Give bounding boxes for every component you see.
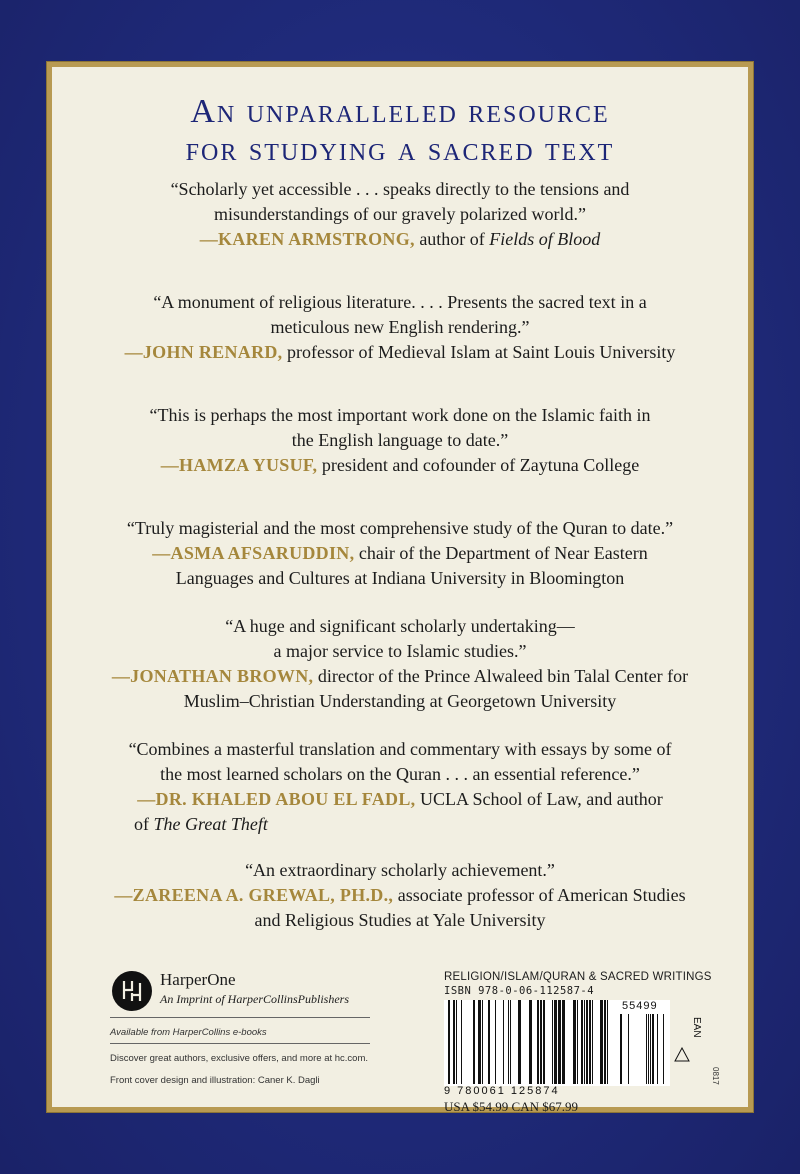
discover-note: Discover great authors, exclusive offers, and more at hc.com. (110, 1053, 369, 1064)
addon-bar (646, 1014, 647, 1084)
blurb-author-desc: president and cofounder of Zaytuna College (317, 455, 640, 475)
barcode-bar (529, 1000, 532, 1084)
blurb-abou-el-fadl (82, 737, 718, 837)
blurb-attribution (82, 787, 718, 812)
blurb-author-desc: chair of the Department of Near Eastern (354, 543, 648, 563)
barcode-bar (508, 1000, 509, 1084)
blurb-brown (82, 614, 718, 714)
isbn-number: ISBN 978-0-06-112587-4 (444, 985, 595, 997)
divider (110, 1017, 370, 1018)
isbn-barcode (444, 1000, 670, 1086)
blurb-author-desc-line2 (82, 812, 718, 837)
blurb-attribution (82, 340, 718, 365)
heading-line-1: An unparalleled resource (190, 93, 610, 130)
blurb-yusuf (82, 403, 718, 478)
barcode-bar (453, 1000, 455, 1084)
price-text: USA $54.99 CAN $67.99 (444, 1099, 578, 1114)
blurb-attribution (82, 453, 718, 478)
addon-bar (620, 1014, 622, 1084)
barcode-bar (586, 1000, 588, 1084)
barcode-bar (461, 1000, 462, 1084)
blurb-renard (82, 290, 718, 365)
blurb-text-line: the English language to date.” (291, 430, 509, 450)
blurb-author-desc-line2: and Religious Studies at Yale University (254, 910, 546, 930)
blurb-author-desc: associate professor of American Studies (393, 885, 686, 905)
blurb-attribution (82, 883, 718, 908)
barcode-bar (478, 1000, 481, 1084)
bisac-category: RELIGION/ISLAM/QURAN & SACRED WRITINGS (444, 971, 712, 983)
blurb-author-desc: professor of Medieval Islam at Saint Louis University (282, 342, 676, 362)
blurb-attribution (82, 664, 718, 689)
blurb-attribution (82, 541, 718, 566)
blurb-armstrong (82, 177, 718, 252)
ean-label: EAN (691, 1017, 702, 1038)
barcode-bar (558, 1000, 561, 1084)
barcode-bar (592, 1000, 593, 1084)
blurb-author-desc: director of the Prince Alwaleed bin Talal Center for (313, 666, 689, 686)
cover-footer (52, 947, 748, 1114)
blurb-author-name: —ZAREENA A. GREWAL, PH.D., (114, 885, 394, 905)
blurb-text-line: “Scholarly yet accessible . . . speaks directly to the tensions and (170, 179, 630, 199)
heading-line-2: for studying a sacred text (185, 131, 615, 168)
barcode-bar (537, 1000, 539, 1084)
barcode-bar (456, 1000, 457, 1084)
blurb-author-desc: UCLA School of Law, and author (415, 789, 663, 809)
barcode-bar (604, 1000, 606, 1084)
blurb-text-line: “A huge and significant scholarly undertaking— (225, 616, 575, 636)
triangle-icon (674, 1047, 690, 1063)
barcode-bar (503, 1000, 504, 1084)
addon-bar (650, 1014, 651, 1084)
print-code: 0817 (711, 1067, 720, 1085)
blurb-attribution (82, 227, 718, 252)
barcode-bar (495, 1000, 496, 1084)
addon-bar (663, 1014, 664, 1084)
barcode-bar (584, 1000, 585, 1084)
barcode-bar (600, 1000, 603, 1084)
blurb-text-line: “This is perhaps the most important work done on the Islamic faith in (149, 405, 651, 425)
blurb-text-line: a major service to Islamic studies.” (273, 641, 527, 661)
blurb-author-desc-line2: Muslim–Christian Understanding at Georgetown University (183, 691, 617, 711)
blurb-text-line: the most learned scholars on the Quran . . . an essential reference.” (160, 764, 640, 784)
addon-bar (652, 1014, 654, 1084)
barcode-bar (607, 1000, 608, 1084)
barcode-bar (543, 1000, 545, 1084)
addon-bar (657, 1014, 658, 1084)
cover-credit: Front cover design and illustration: Caner K. Dagli (110, 1075, 320, 1086)
price-addon-code: 55499 (622, 1000, 658, 1012)
blurb-author-name: —DR. KHALED ABOU EL FADL, (137, 789, 416, 809)
blurb-afsaruddin (82, 516, 718, 591)
cover-heading (52, 93, 748, 169)
addon-bar (628, 1014, 629, 1084)
blurb-text-line: meticulous new English rendering.” (270, 317, 530, 337)
barcode-bar (448, 1000, 450, 1084)
barcode-bar (510, 1000, 511, 1084)
cream-panel (47, 62, 753, 1112)
publisher-imprint: An Imprint of HarperCollinsPublishers (160, 992, 350, 1006)
barcode-bar (554, 1000, 557, 1084)
blurb-text-line: misunderstandings of our gravely polarized world.” (214, 204, 586, 224)
blurb-desc-prefix: of (134, 814, 154, 834)
ebooks-note: Available from HarperCollins e-books (110, 1027, 267, 1038)
publisher-brand: HarperOne (160, 970, 236, 989)
blurb-author-name: —JOHN RENARD, (124, 342, 283, 362)
barcode-bar (577, 1000, 578, 1084)
barcode-bar (488, 1000, 490, 1084)
barcode-digits: 9 780061 125874 (444, 1085, 560, 1097)
blurb-author-desc-line2: Languages and Cultures at Indiana University in Bloomington (175, 568, 625, 588)
blurb-text-line: “A monument of religious literature. . . . Presents the sacred text in a (153, 292, 647, 312)
blurb-author-name: —JONATHAN BROWN, (111, 666, 314, 686)
blurb-text-line: “An extraordinary scholarly achievement.” (245, 860, 555, 880)
blurb-text-line: “Combines a masterful translation and commentary with essays by some of (128, 739, 672, 759)
harperone-logo-icon (112, 971, 152, 1011)
barcode-bar (552, 1000, 553, 1084)
barcode-bar (562, 1000, 565, 1084)
barcode-bar (573, 1000, 576, 1084)
barcode-bar (473, 1000, 475, 1084)
blurb-grewal (82, 858, 718, 933)
barcode-bar (581, 1000, 583, 1084)
blurb-text-line: “Truly magisterial and the most comprehensive study of the Quran to date.” (126, 518, 674, 538)
blurb-author-name: —KAREN ARMSTRONG, (199, 229, 415, 249)
divider (110, 1043, 370, 1044)
blurb-book-title: Fields of Blood (489, 229, 601, 249)
blurb-author-desc: author of (414, 229, 490, 249)
barcode-bar (589, 1000, 591, 1084)
blurb-author-name: —ASMA AFSARUDDIN, (152, 543, 355, 563)
barcode-bar (540, 1000, 542, 1084)
blurb-author-name: —HAMZA YUSUF, (160, 455, 318, 475)
barcode-bar (518, 1000, 521, 1084)
addon-bar (648, 1014, 649, 1084)
barcode-bar (482, 1000, 483, 1084)
blurb-book-title: The Great Theft (153, 814, 268, 834)
